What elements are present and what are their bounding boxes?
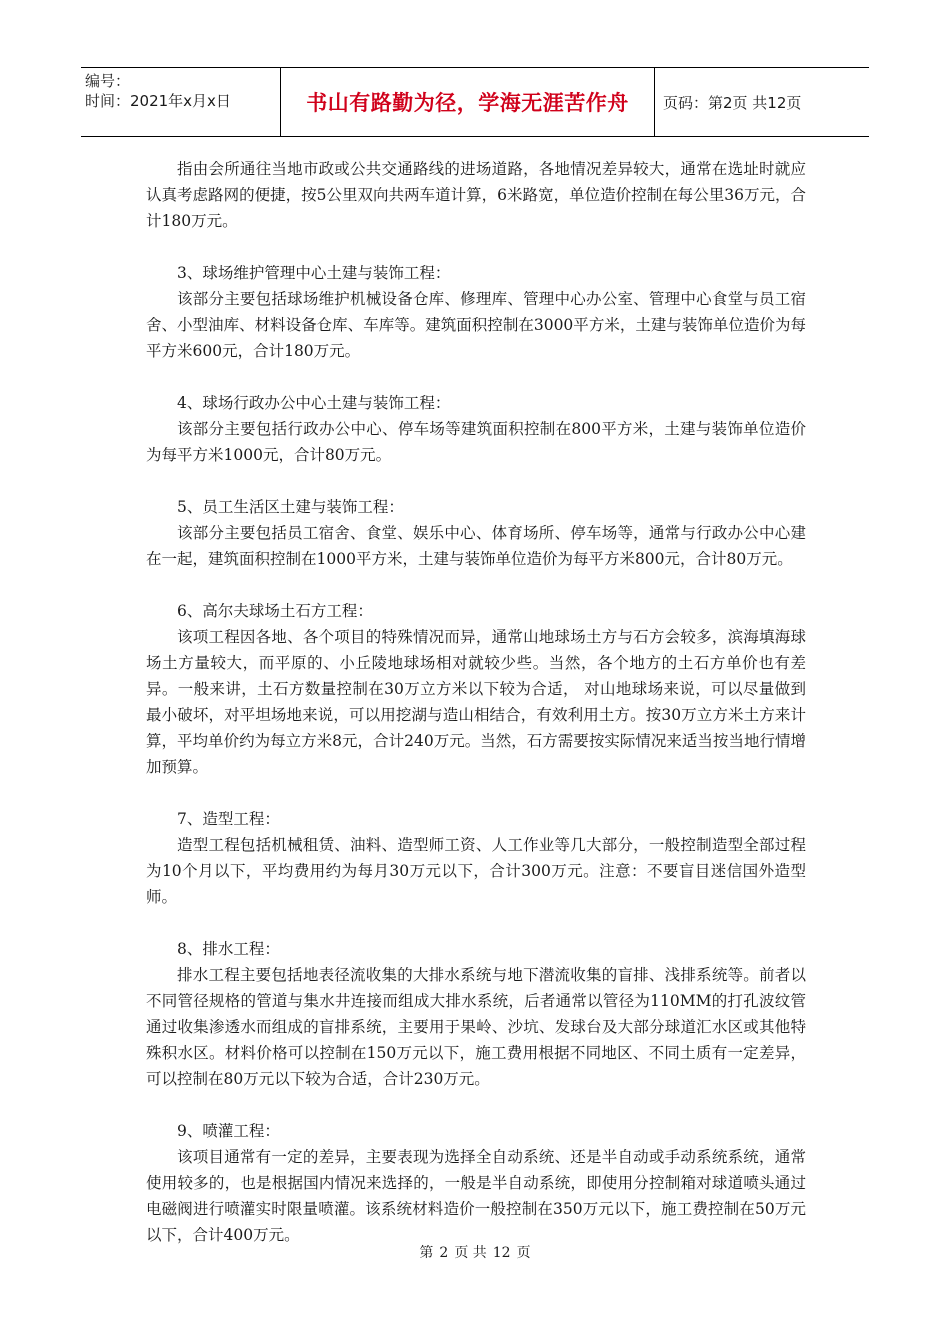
- section-3: [146, 260, 806, 364]
- section-body: 该部分主要包括球场维护机械设备仓库、修理库、管理中心办公室、管理中心食堂与员工宿舍、小型油库、材料设备仓库、车库等。建筑面积控制在3000平方米，土建与装饰单位造价为每平方米600元，合计180万元。: [146, 290, 806, 360]
- intro-paragraph: 指由会所通往当地市政或公共交通路线的进场道路，各地情况差异较大，通常在选址时就应认真考虑路网的便捷，按5公里双向共两车道计算，6米路宽，单位造价控制在每公里36万元，合计180万元。: [146, 160, 806, 230]
- section-body: 该部分主要包括员工宿舍、食堂、娱乐中心、体育场所、停车场等，通常与行政办公中心建在一起，建筑面积控制在1000平方米，土建与装饰单位造价为每平方米800元，合计80万元。: [146, 524, 806, 568]
- section-title: 5、员工生活区土建与装饰工程：: [177, 498, 404, 516]
- section-title: 8、排水工程：: [177, 940, 280, 958]
- section-6: [146, 598, 806, 780]
- date-label: 时间：2021年x月x日: [85, 92, 231, 110]
- section-title: 3、球场维护管理中心土建与装饰工程：: [177, 264, 451, 282]
- section-body: 该项工程因各地、各个项目的特殊情况而异，通常山地球场土方与石方会较多，滨海填海球场土方量较大，而平原的、小丘陵地球场相对就较少些。当然，各个地方的土石方单价也有差异。一般来讲，土石方数量控制在30万立方米以下较为合适， 对山地球场来说，可以尽量做到最小破坏，对平坦场地来说，可以用挖湖与造山相结合，有效利用土方。按30万立方米土方来计算，平均单价约为每立方米8元，合计240万元。当然，石方需要按实际情况来适当按当地行情增加预算。: [146, 628, 806, 776]
- header-meta: [81, 68, 281, 136]
- section-body: 该部分主要包括行政办公中心、停车场等建筑面积控制在800平方米，土建与装饰单位造价为每平方米1000元，合计80万元。: [146, 420, 806, 464]
- page-header: [81, 67, 869, 137]
- section-7: [146, 806, 806, 910]
- section-4: [146, 390, 806, 468]
- section-8: [146, 936, 806, 1092]
- footer-page-number: 2: [439, 1245, 449, 1261]
- section-body: 该项目通常有一定的差异，主要表现为选择全自动系统、还是半自动或手动系统系统，通常使用较多的，也是根据国内情况来选择的，一般是半自动系统，即使用分控制箱对球道喷头通过电磁阀进行喷灌实时限量喷灌。该系统材料造价一般控制在350万元以下，施工费控制在50万元以下，合计400万元。: [146, 1148, 806, 1244]
- section-title: 4、球场行政办公中心土建与装饰工程：: [177, 394, 451, 412]
- section-title: 7、造型工程：: [177, 810, 280, 828]
- number-label: 编号：: [85, 72, 131, 90]
- footer-prefix: 第: [419, 1245, 434, 1261]
- footer-suffix: 页: [516, 1245, 531, 1261]
- footer-mid: 页 共: [454, 1245, 487, 1261]
- section-title: 9、喷灌工程：: [177, 1122, 280, 1140]
- header-page-label: 页码：第2页 共12页: [663, 93, 802, 112]
- section-9: [146, 1118, 806, 1248]
- header-motto: 书山有路勤为径，学海无涯苦作舟: [281, 68, 655, 136]
- footer-total-pages: 12: [492, 1245, 511, 1261]
- section-title: 6、高尔夫球场土石方工程：: [177, 602, 373, 620]
- section-5: [146, 494, 806, 572]
- page-footer: [0, 1242, 950, 1262]
- section-body: 排水工程主要包括地表径流收集的大排水系统与地下潜流收集的盲排、浅排系统等。前者以不同管径规格的管道与集水井连接而组成大排水系统，后者通常以管径为110MM的打孔波纹管通过收集渗透水而组成的盲排系统，主要用于果岭、沙坑、发球台及大部分球道汇水区或其他特殊积水区。材料价格可以控制在150万元以下，施工费用根据不同地区、不同土质有一定差异，可以控制在80万元以下较为合适，合计230万元。: [146, 966, 806, 1088]
- document-body: [146, 156, 806, 1248]
- section-body: 造型工程包括机械租赁、油料、造型师工资、人工作业等几大部分，一般控制造型全部过程为10个月以下，平均费用约为每月30万元以下，合计300万元。注意：不要盲目迷信国外造型师。: [146, 836, 806, 906]
